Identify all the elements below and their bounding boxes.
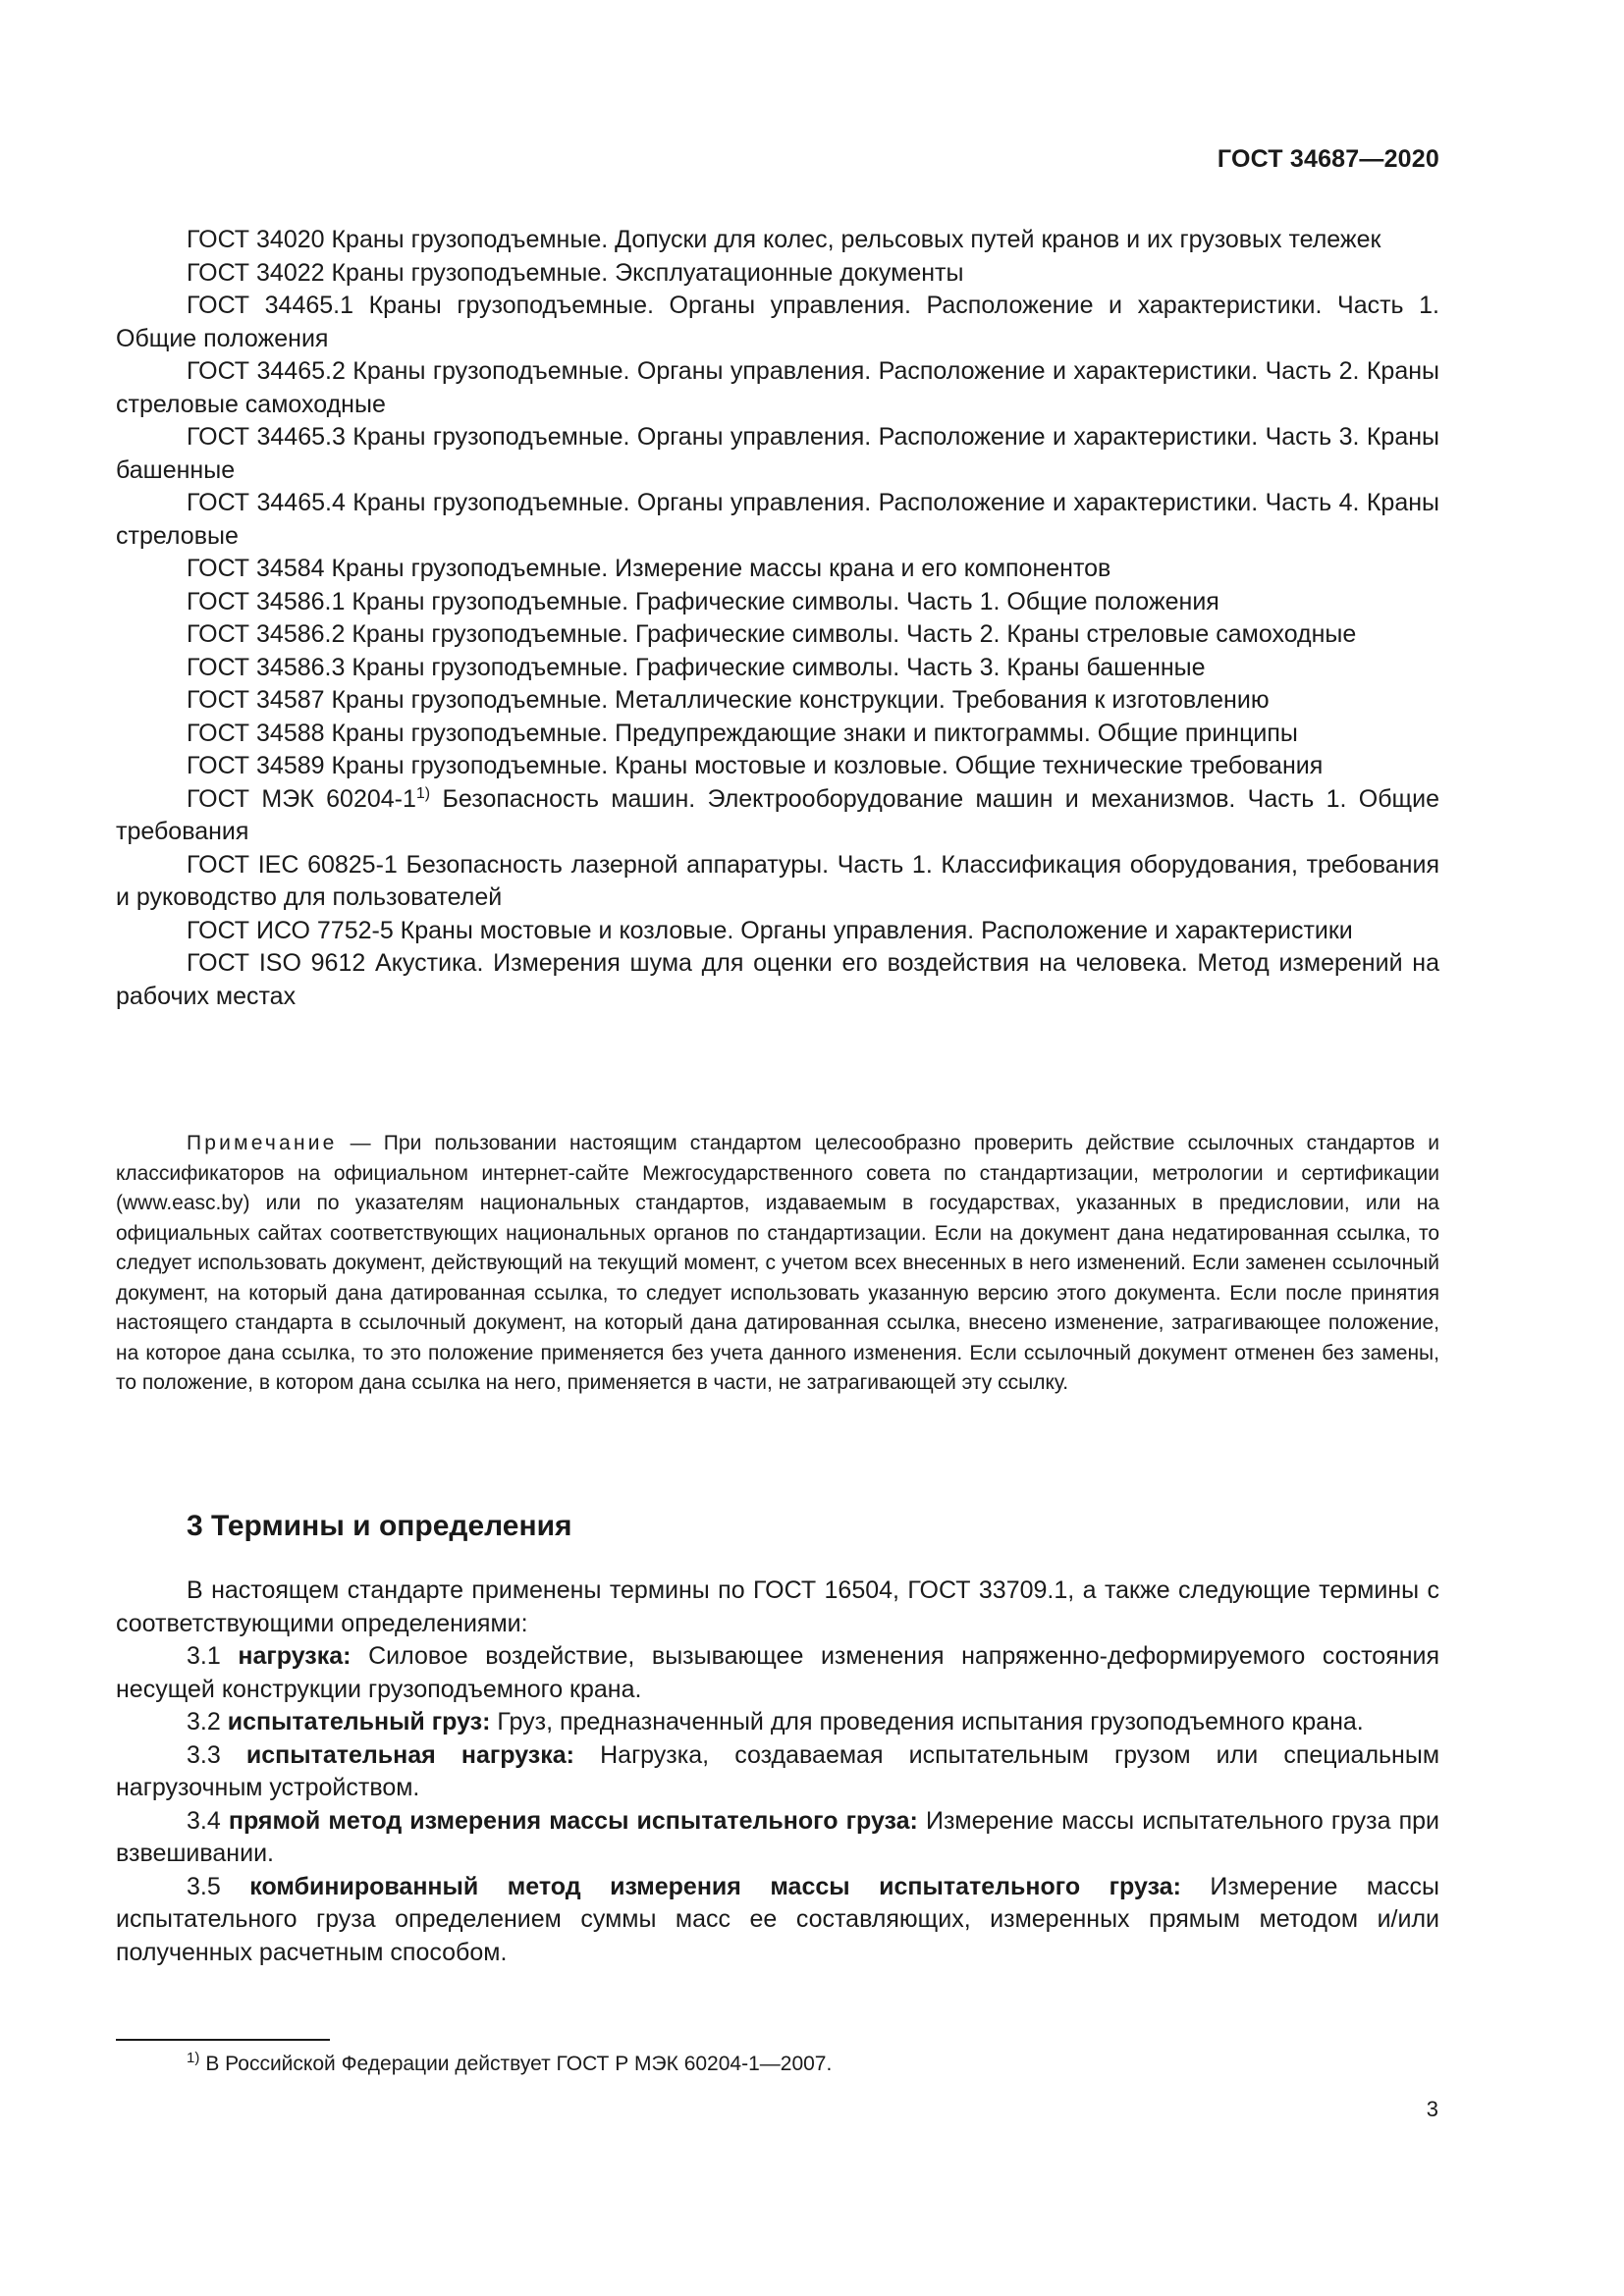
reference-item: ГОСТ 34022 Краны грузоподъемные. Эксплуатационные документы xyxy=(187,258,964,287)
note-label: Примечание xyxy=(187,1132,338,1154)
term-text: Нагрузка, создаваемая испытательным грузом или специальным нагрузочным устройством. xyxy=(116,1740,1440,1801)
section-title: 3 Термины и определения xyxy=(187,1510,572,1542)
footnote-separator xyxy=(116,2039,330,2041)
reference-iec-title: Безопасность машин. Электрооборудование машин и механизмов. Часть 1. Общие требования xyxy=(116,784,1439,845)
reference-item: ГОСТ 34587 Краны грузоподъемные. Металлические конструкции. Требования к изготовлению xyxy=(187,686,1270,714)
term-number: 3.4 xyxy=(187,1806,229,1835)
term-name: комбинированный метод измерения массы испытательного груза: xyxy=(249,1872,1181,1900)
reference-item: ГОСТ 34589 Краны грузоподъемные. Краны мостовые и козловые. Общие технические требования xyxy=(187,752,1324,779)
reference-item: ГОСТ 34586.1 Краны грузоподъемные. Графические символы. Часть 1. Общие положения xyxy=(187,587,1219,615)
term-name: прямой метод измерения массы испытательного груза: xyxy=(228,1806,918,1835)
reference-item: ГОСТ 34465.3 Краны грузоподъемные. Органы управления. Расположение и характеристики. Часть 3. Краны башенные xyxy=(116,423,1439,484)
reference-note xyxy=(116,1129,1439,1399)
term-definition xyxy=(116,1706,1439,1739)
term-name: нагрузка: xyxy=(238,1642,352,1670)
term-text: Измерение массы испытательного груза определением суммы масс ее составляющих, измеренных прямым методом и/или полученных расчетным способом. xyxy=(116,1872,1439,1966)
reference-item: ГОСТ 34586.2 Краны грузоподъемные. Графические символы. Часть 2. Краны стреловые самоходные xyxy=(187,620,1357,648)
reference-item: ГОСТ 34584 Краны грузоподъемные. Измерение массы крана и его компонентов xyxy=(187,555,1111,582)
reference-item: ГОСТ ИСО 7752-5 Краны мостовые и козловые. Органы управления. Расположение и характеристики xyxy=(187,916,1353,944)
term-text: Груз, предназначенный для проведения испытания грузоподъемного крана. xyxy=(490,1708,1364,1735)
term-definition xyxy=(116,1739,1439,1805)
reference-item: ГОСТ IEC 60825-1 Безопасность лазерной аппаратуры. Часть 1. Классификация оборудования, требования и руководство для пользователей xyxy=(116,850,1439,911)
reference-item: ГОСТ 34465.1 Краны грузоподъемные. Органы управления. Расположение и характеристики. Часть 1. Общие положения xyxy=(116,292,1439,352)
reference-item: ГОСТ 34465.4 Краны грузоподъемные. Органы управления. Расположение и характеристики. Часть 4. Краны стреловые xyxy=(116,489,1439,550)
reference-item: ГОСТ 34586.3 Краны грузоподъемные. Графические символы. Часть 3. Краны башенные xyxy=(187,653,1206,681)
reference-item-iec xyxy=(116,783,1439,849)
term-definition xyxy=(116,1805,1439,1871)
reference-item: ГОСТ 34465.2 Краны грузоподъемные. Органы управления. Расположение и характеристики. Часть 2. Краны стреловые самоходные xyxy=(116,357,1439,418)
term-number: 3.5 xyxy=(187,1872,250,1900)
footnote-ref-mark: 1) xyxy=(415,784,431,802)
term-number: 3.2 xyxy=(187,1708,228,1735)
reference-item: ГОСТ 34588 Краны грузоподъемные. Предупреждающие знаки и пиктограммы. Общие принципы xyxy=(187,719,1298,747)
normative-references xyxy=(116,224,1439,1013)
footnote-mark: 1) xyxy=(187,2050,200,2066)
reference-item: ГОСТ 34020 Краны грузоподъемные. Допуски для колес, рельсовых путей кранов и их грузовых тележек xyxy=(187,226,1381,253)
terms-section xyxy=(116,1575,1439,1969)
term-text: Силовое воздействие, вызывающее изменения напряженно-деформируемого состояния несущей конструкции грузоподъемного крана. xyxy=(116,1642,1439,1703)
term-text: Измерение массы испытательного груза при взвешивании. xyxy=(116,1806,1439,1867)
reference-iec-code: ГОСТ МЭК 60204-1 xyxy=(187,784,416,813)
terms-intro: В настоящем стандарте применены термины по ГОСТ 16504, ГОСТ 33709.1, а также следующие термины с соответствующими определениями: xyxy=(116,1576,1439,1637)
term-definition xyxy=(116,1640,1439,1706)
term-definition xyxy=(116,1871,1439,1970)
note-text: — При пользовании настоящим стандартом целесообразно проверить действие ссылочных стандартов и классификаторов на официальном интернет-сайте Межгосударственного совета по стандартизации, метрологии и сертификации (www.easc.by) или по указателям национальных стандартов, издаваемым в государствах, указанных в предисловии, или на официальных сайтах соответствующих национальных органов по стандартизации. Если на документ дана недатированная ссылка, то следует использовать документ, действующий на текущий момент, с учетом всех внесенных в него изменений. Если заменен ссылочный документ, на который дана датированная ссылка, то следует использовать указанную версию этого документа. Если после принятия настоящего стандарта в ссылочный документ, на который дана датированная ссылка, внесено изменение, затрагивающее положение, на которое дана ссылка, то это положение применяется без учета данного изменения. Если ссылочный документ отменен без замены, то положение, в котором дана ссылка на него, применяется в части, не затрагивающей эту ссылку. xyxy=(116,1132,1439,1394)
term-name: испытательный груз: xyxy=(227,1708,491,1735)
reference-item: ГОСТ ISO 9612 Акустика. Измерения шума для оценки его воздействия на человека. Метод измерений на рабочих местах xyxy=(116,949,1439,1010)
footnote-text: В Российской Федерации действует ГОСТ Р МЭК 60204-1—2007. xyxy=(205,2053,833,2075)
page-number: 3 xyxy=(1426,2097,1438,2121)
term-number: 3.1 xyxy=(187,1642,239,1670)
term-name: испытательная нагрузка: xyxy=(245,1740,574,1769)
footnote xyxy=(187,2050,832,2079)
term-number: 3.3 xyxy=(187,1740,246,1769)
document-header: ГОСТ 34687—2020 xyxy=(1217,145,1439,173)
